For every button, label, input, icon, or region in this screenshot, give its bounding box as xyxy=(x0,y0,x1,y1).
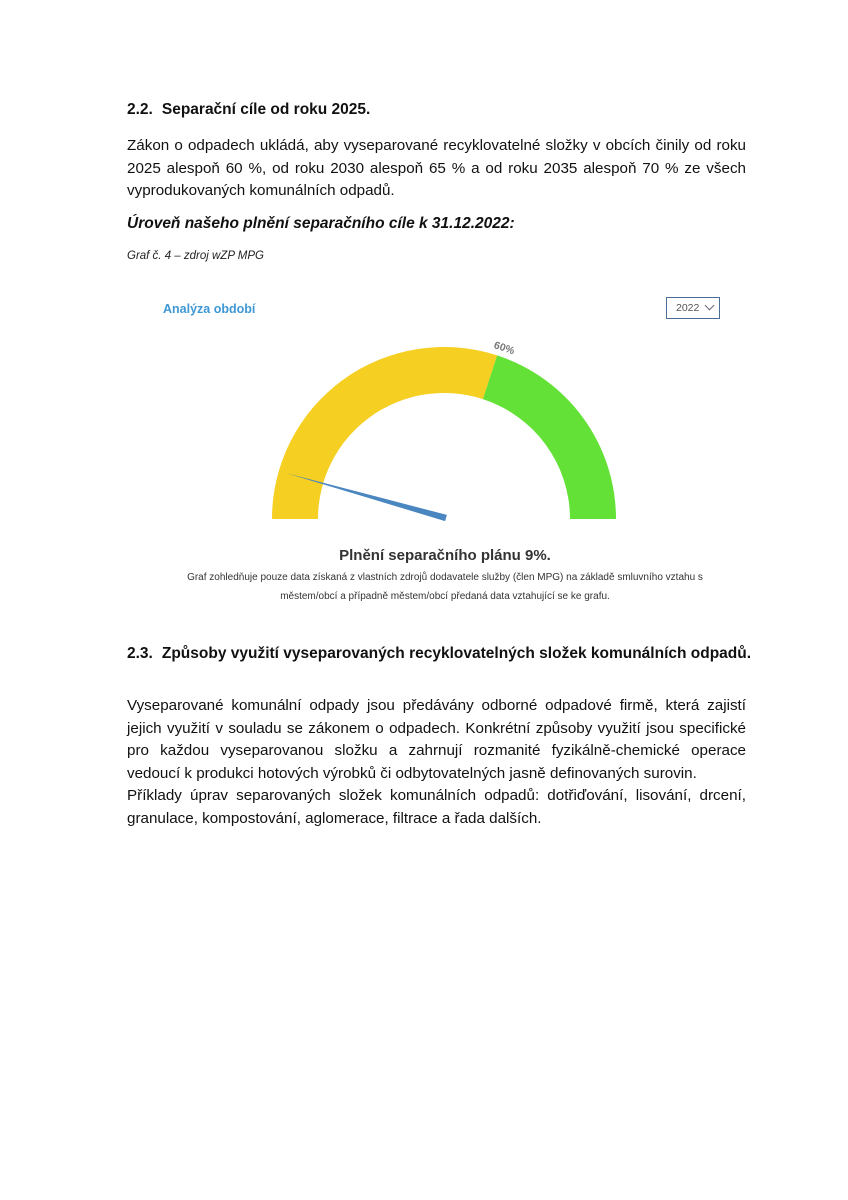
section-heading-2-3 xyxy=(127,645,751,663)
gauge-arc-above-target xyxy=(483,355,616,519)
chart-note xyxy=(150,568,740,606)
chart-note-line-1: Graf zohledňuje pouze data získaná z vlastních zdrojů dodavatele služby (člen MPG) na základě smluvního vztahu s xyxy=(187,572,703,583)
gauge-arc-below-target xyxy=(272,347,497,519)
section-title: Způsoby využití vyseparovaných recyklovatelných složek komunálních odpadů. xyxy=(161,645,752,662)
section-title: Separační cíle od roku 2025. xyxy=(161,101,371,118)
period-analysis-label: Analýza období xyxy=(163,302,256,316)
subheading-fulfillment: Úroveň našeho plnění separačního cíle k 31.12.2022: xyxy=(127,215,515,232)
section-heading-2-2 xyxy=(127,101,370,119)
year-select-value: 2022 xyxy=(676,302,700,314)
section-number: 2.2. xyxy=(127,101,153,118)
section-number: 2.3. xyxy=(127,645,153,662)
paragraph-usage-methods: Vyseparované komunální odpady jsou předávány odborné odpadové firmě, která zajistí jejich využití v souladu se zákonem o odpadech. Konkrétní způsoby využití jsou specifické pro každou vyseparovanou složku a zahrnují rozmanité fyzikálně-chemické operace vedoucí k produkci hotových výrobků či odbytovatelných jasně definovaných surovin. xyxy=(127,697,746,782)
plan-fulfillment-text: Plnění separačního plánu 9%. xyxy=(339,547,551,564)
chart-note-line-2: městem/obcí a případně městem/obcí předaná data vztahující se ke grafu. xyxy=(280,591,610,602)
gauge-chart xyxy=(150,288,740,606)
paragraph-separation-goals: Zákon o odpadech ukládá, aby vyseparované recyklovatelné složky v obcích činily od roku 2025 alespoň 60 %, od roku 2030 alespoň 65 % a od roku 2035 alespoň 70 % ze všech vyprodukovaných komunálních odpadů. xyxy=(127,137,746,199)
target-marker-label: 60% xyxy=(492,339,517,358)
paragraph-treatment-examples: Příklady úprav separovaných složek komunálních odpadů: dotřiďování, lisování, drcení, granulace, kompostování, aglomerace, filtrace a řada dalších. xyxy=(127,787,746,827)
figure-caption: Graf č. 4 – zdroj wZP MPG xyxy=(127,250,264,262)
gauge-svg xyxy=(150,288,740,538)
